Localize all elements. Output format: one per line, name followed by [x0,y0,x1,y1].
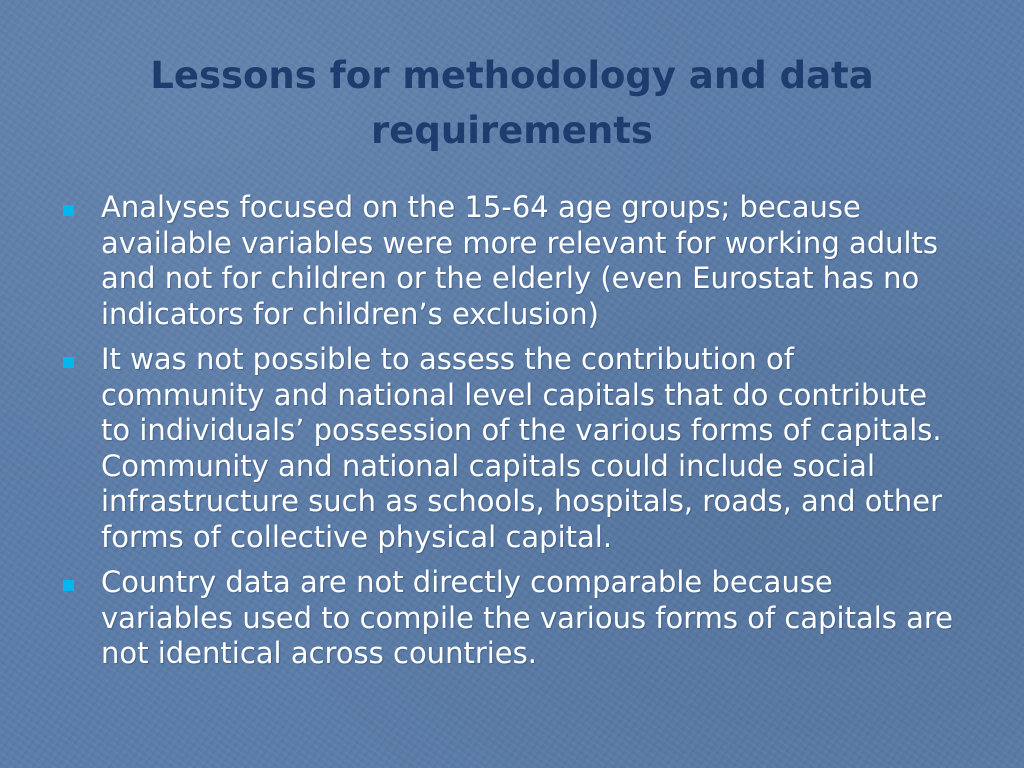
bullet-text: Country data are not directly comparable because variables used to compile the various forms of capitals are not identical across countries. [101,565,954,670]
bullet-item-country-data [60,565,960,672]
bullet-list [60,190,960,682]
bullet-item-community-capitals [60,342,960,555]
bullet-text: Analyses focused on the 15-64 age groups; because available variables were more relevant for working adults and not for children or the elderly (even Eurostat has no indicators for children’s exclusion) [101,190,939,331]
square-bullet-icon [63,357,74,368]
bullet-text: It was not possible to assess the contribution of community and national level capitals that do contribute to individuals’ possession of the various forms of capitals. Community and national capitals could include social infrastructure such as schools, hospitals, roads, and other forms of collective physical capital. [101,342,943,554]
bullet-item-age-groups [60,190,960,332]
square-bullet-icon [63,580,74,591]
square-bullet-icon [63,205,74,216]
slide-title: Lessons for methodology and data requirements [150,54,874,152]
